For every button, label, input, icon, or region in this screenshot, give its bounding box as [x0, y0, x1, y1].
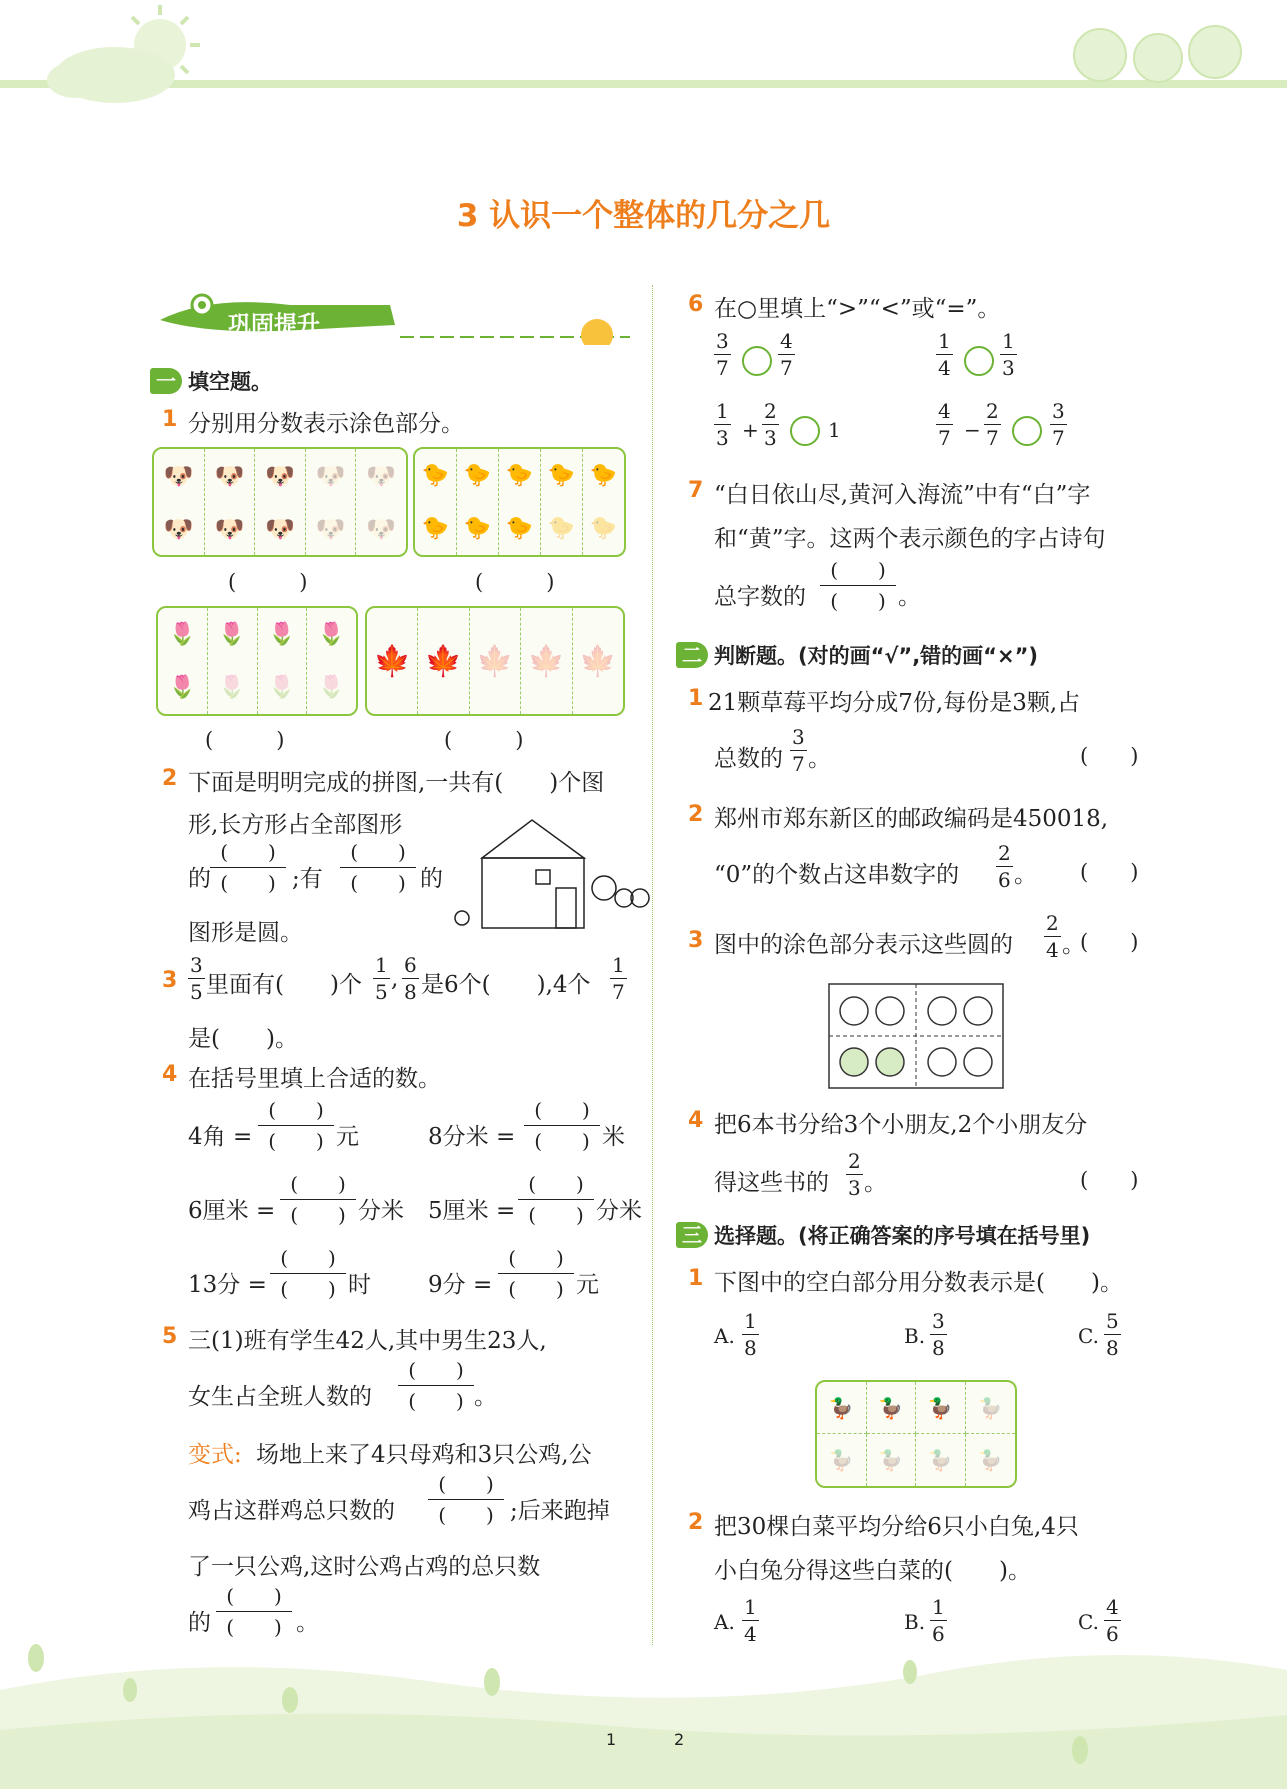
circles-grid-figure [828, 983, 1004, 1089]
fraction-blank[interactable]: ( ) ( ) [498, 1246, 574, 1301]
question-text: 。 [898, 584, 921, 610]
conversion-label: 8分米 = [428, 1124, 516, 1150]
question-text: 图中的涂色部分表示这些圆的 [714, 932, 1013, 958]
leaves-panel: 🍁 🍁 🍁 🍁 🍁 [365, 606, 625, 716]
unit-label: 米 [602, 1124, 625, 1150]
question-text: “0”的个数占这串数字的 [714, 862, 960, 888]
column-divider [652, 285, 653, 1645]
question-text: 21颗草莓平均分成7份,每份是3颗,占 [708, 690, 1081, 716]
unit-label: 分米 [358, 1198, 404, 1224]
compare-circle[interactable] [742, 346, 772, 376]
question-text: , [391, 966, 399, 992]
fraction: $\frac{1}{7}$ [612, 953, 625, 1004]
q-number: 1 [688, 1266, 704, 1291]
q-number: 2 [162, 766, 178, 791]
question-text: 。 [296, 1610, 319, 1636]
question-text: 女生占全班人数的 [188, 1384, 372, 1410]
q-number: 7 [688, 478, 704, 503]
question-text: 场地上来了4只母鸡和3只公鸡,公 [256, 1442, 592, 1468]
fraction: $\frac{2}{6}$ [998, 841, 1011, 892]
banner-title: 巩固提升 [228, 312, 320, 338]
option-label[interactable]: C. [1078, 1610, 1099, 1634]
question-text: 总数的 [714, 746, 783, 772]
page-number-right: 2 [674, 1730, 685, 1749]
judge-blank[interactable]: ( ) [1080, 860, 1139, 884]
question-text: 总字数的 [714, 584, 806, 610]
option-label[interactable]: A. [714, 1324, 735, 1348]
answer-blank[interactable]: ( ) [444, 728, 524, 752]
compare-circle[interactable] [790, 416, 820, 446]
option-fraction[interactable]: $\frac{1}{6}$ [932, 1595, 945, 1646]
section-title: 选择题。(将正确答案的序号填在括号里) [714, 1224, 1091, 1248]
fraction-blank[interactable]: ( ) ( ) [820, 558, 896, 613]
variant-label: 变式: [188, 1442, 242, 1468]
question-text: 小白兔分得这些白菜的( )。 [714, 1558, 1031, 1584]
unit-label: 元 [576, 1272, 599, 1298]
unit-label: 时 [348, 1272, 371, 1298]
option-fraction[interactable]: $\frac{4}{6}$ [1106, 1595, 1119, 1646]
answer-blank[interactable]: ( ) [205, 728, 285, 752]
fraction-blank[interactable]: ( ) ( ) [280, 1172, 356, 1227]
question-text: 。 [1062, 932, 1085, 958]
option-label[interactable]: C. [1078, 1324, 1099, 1348]
fraction-blank[interactable]: ( ) ( ) [398, 1358, 474, 1413]
answer-blank[interactable]: ( ) [475, 570, 555, 594]
question-text: 形,长方形占全部图形 [188, 812, 403, 838]
q-number: 2 [688, 802, 704, 827]
q-number: 3 [162, 968, 178, 993]
q-number: 1 [688, 686, 704, 711]
option-fraction[interactable]: $\frac{5}{8}$ [1106, 1309, 1119, 1360]
q-number: 3 [688, 928, 704, 953]
conversion-label: 4角 = [188, 1124, 253, 1150]
fraction-blank[interactable]: ( ) ( ) [340, 840, 416, 895]
section-2-heading [676, 640, 1038, 668]
q-number: 5 [162, 1324, 178, 1349]
unit-label: 分米 [596, 1198, 642, 1224]
dogs-panel: 🐶 🐶 🐶 🐶 🐶 🐶 🐶 🐶 🐶 🐶 [152, 447, 408, 557]
fraction-blank[interactable]: ( ) ( ) [258, 1098, 334, 1153]
fraction-blank[interactable]: ( ) ( ) [210, 840, 286, 895]
fraction-blank[interactable]: ( ) ( ) [524, 1098, 600, 1153]
question-text: 是6个( ),4个 [421, 972, 591, 998]
question-text: 图形是圆。 [188, 920, 303, 946]
judge-blank[interactable]: ( ) [1080, 1168, 1139, 1192]
q-number: 2 [688, 1510, 704, 1535]
judge-blank[interactable]: ( ) [1080, 744, 1139, 768]
unit-label: 元 [336, 1124, 359, 1150]
section-badge: 一 [150, 368, 182, 394]
fraction: $\frac{2}{3}$ [848, 1149, 861, 1200]
ducks-panel: 🦆 🦆 🦆 🦆 🦆 🦆 🦆 🦆 [815, 1380, 1017, 1488]
option-label[interactable]: B. [904, 1610, 926, 1634]
question-text: 。 [808, 746, 831, 772]
conversion-label: 5厘米 = [428, 1198, 516, 1224]
question-text: 。 [474, 1384, 497, 1410]
question-text: 郑州市郑东新区的邮政编码是450018, [714, 806, 1109, 832]
animal-faces-icon [1074, 26, 1241, 82]
question-text: ;后来跑掉 [510, 1498, 610, 1524]
fraction: $\frac{1}{3}$ [716, 399, 729, 450]
puzzle-house-figure [452, 818, 652, 933]
fraction: $\frac{3}{7}$ [1052, 399, 1065, 450]
fraction: $\frac{2}{4}$ [1046, 911, 1059, 962]
q-number: 4 [162, 1062, 178, 1087]
fraction: $\frac{3}{7}$ [716, 329, 729, 380]
section-title: 判断题。(对的画“√”,错的画“×”) [714, 644, 1038, 668]
fraction-blank[interactable]: ( ) ( ) [216, 1584, 292, 1639]
fraction: $\frac{4}{7}$ [938, 399, 951, 450]
fraction-blank[interactable]: ( ) ( ) [428, 1472, 504, 1527]
question-text: 的 [188, 866, 211, 892]
fraction: $\frac{1}{5}$ [375, 953, 388, 1004]
option-fraction[interactable]: $\frac{3}{8}$ [932, 1309, 945, 1360]
question-text: 。 [864, 1170, 887, 1196]
conversion-label: 13分 = [188, 1272, 267, 1298]
judge-blank[interactable]: ( ) [1080, 930, 1139, 954]
question-text: “白日依山尽,黄河入海流”中有“白”字 [714, 482, 1091, 508]
section-title: 填空题。 [188, 370, 272, 394]
question-text: 的 [188, 1610, 211, 1636]
conversion-label: 6厘米 = [188, 1198, 276, 1224]
question-text: 得这些书的 [714, 1170, 829, 1196]
question-text: 和“黄”字。这两个表示颜色的字占诗句 [714, 526, 1106, 552]
compare-circle[interactable] [964, 346, 994, 376]
fraction: $\frac{4}{7}$ [780, 329, 793, 380]
question-text: 鸡占这群鸡总只数的 [188, 1498, 395, 1524]
question-text: 在括号里填上合适的数。 [188, 1066, 441, 1092]
question-text: 分别用分数表示涂色部分。 [188, 411, 464, 437]
operator: + [742, 418, 759, 442]
question-text: 把30棵白菜平均分给6只小白兔,4只 [714, 1514, 1079, 1540]
page-number-left: 1 [606, 1730, 617, 1749]
question-text: 里面有( )个 [206, 972, 362, 998]
option-label[interactable]: A. [714, 1610, 735, 1634]
operator: − [964, 418, 981, 442]
question-text: 把6本书分给3个小朋友,2个小朋友分 [714, 1112, 1088, 1138]
section-badge: 二 [676, 642, 708, 668]
compare-circle[interactable] [1012, 416, 1042, 446]
banner-decoration [150, 285, 630, 345]
q-number: 6 [688, 292, 704, 317]
footer-hills-decoration [0, 1630, 1287, 1789]
question-text: 了一只公鸡,这时公鸡占鸡的总只数 [188, 1554, 541, 1580]
question-text: 下面是明明完成的拼图,一共有( )个图 [188, 770, 605, 796]
question-text: 。 [1014, 862, 1037, 888]
question-text: 三(1)班有学生42人,其中男生23人, [188, 1328, 547, 1354]
fraction: $\frac{3}{7}$ [792, 725, 805, 776]
number: 1 [828, 418, 841, 442]
fraction: $\frac{1}{3}$ [1002, 329, 1015, 380]
tulips-panel: 🌷 🌷 🌷 🌷 🌷 🌷 🌷 🌷 [156, 606, 358, 716]
section-1-heading [150, 366, 272, 394]
fraction: $\frac{1}{4}$ [938, 329, 951, 380]
section-3-heading [676, 1220, 1090, 1248]
page-title: 3 认识一个整体的几分之几 [456, 198, 831, 234]
fraction-blank[interactable]: ( ) ( ) [518, 1172, 594, 1227]
question-text: 在○里填上“>”“<”或“=”。 [714, 296, 1001, 322]
q-number: 1 [162, 407, 178, 432]
sun-small-icon [581, 319, 613, 345]
header-decoration [0, 0, 1287, 110]
option-fraction[interactable]: $\frac{1}{4}$ [744, 1595, 757, 1646]
fraction-blank[interactable]: ( ) ( ) [270, 1246, 346, 1301]
answer-blank[interactable]: ( ) [228, 570, 308, 594]
q-number: 4 [688, 1108, 704, 1133]
question-text: 的 [420, 866, 443, 892]
fraction: $\frac{2}{7}$ [986, 399, 999, 450]
question-text: 是( )。 [188, 1026, 298, 1052]
conversion-label: 9分 = [428, 1272, 493, 1298]
section-badge: 三 [676, 1222, 708, 1248]
option-fraction[interactable]: $\frac{1}{8}$ [744, 1309, 757, 1360]
question-text: 下图中的空白部分用分数表示是( )。 [714, 1270, 1123, 1296]
chicks-panel: 🐤 🐤 🐤 🐤 🐤 🐤 🐤 🐤 🐤 🐤 [413, 447, 626, 557]
fraction: $\frac{2}{3}$ [764, 399, 777, 450]
question-text: ;有 [292, 866, 323, 892]
option-label[interactable]: B. [904, 1324, 926, 1348]
fraction: $\frac{3}{5}$ [190, 953, 203, 1004]
fraction: $\frac{6}{8}$ [404, 953, 417, 1004]
